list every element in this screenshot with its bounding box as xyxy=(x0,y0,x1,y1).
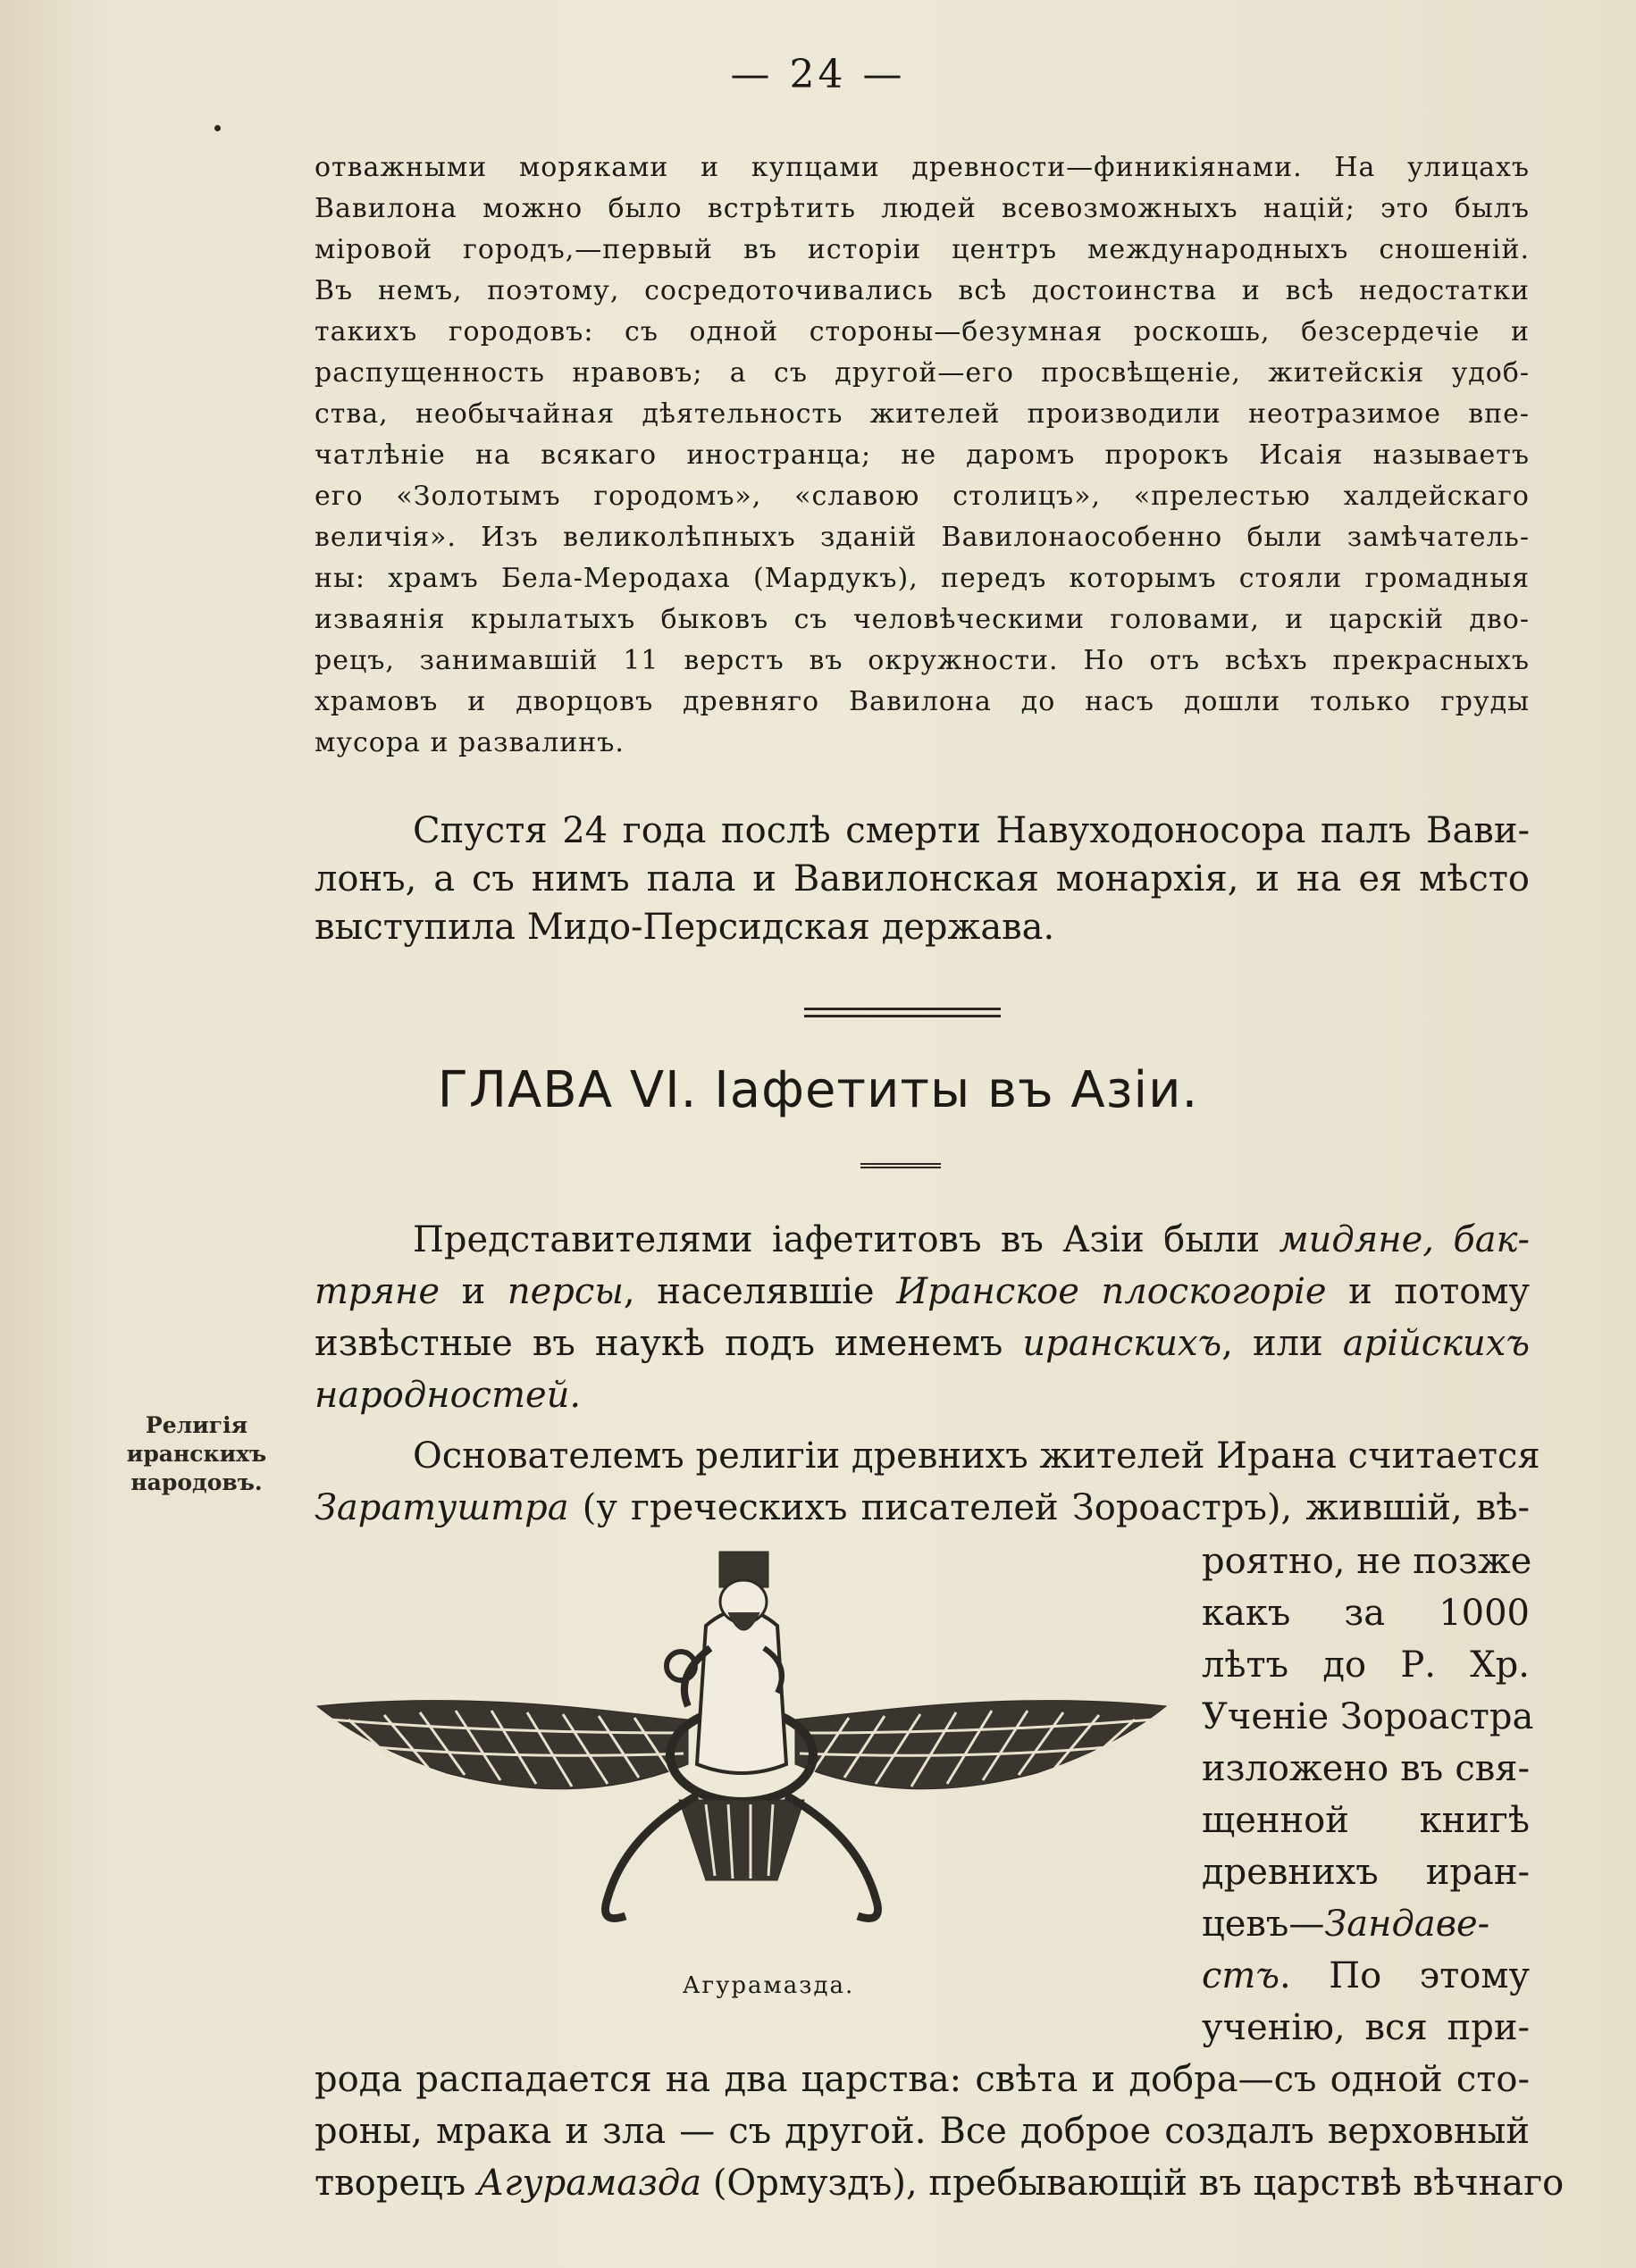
text-line xyxy=(1202,1904,1530,1945)
figure-caption: Агурамазда. xyxy=(682,1972,855,1999)
text-line: выступила Мидо-Персидская держава. xyxy=(315,907,1055,948)
text-line: Ученiе Зороастра xyxy=(1202,1696,1534,1737)
text-line xyxy=(1202,1955,1530,1996)
short-rule-divider xyxy=(860,1163,941,1168)
text-run: творецъ xyxy=(315,2163,477,2204)
text-line xyxy=(315,2163,1565,2204)
text-line: какъ за 1000 xyxy=(1202,1593,1530,1634)
text-line: отважными моряками и купцами древности—финикiянами. На улицахъ xyxy=(315,152,1530,183)
italic-term: персы xyxy=(507,1271,624,1312)
margin-note-line: иранскихъ xyxy=(126,1441,267,1467)
text-line: рецъ, занимавшiй 11 верстъ въ окружности. Но отъ всѣхъ прекрасныхъ xyxy=(315,645,1530,676)
text-line: лонъ, а съ нимъ пала и Вавилонская монархiя, и на ея мѣсто xyxy=(315,858,1530,900)
text-line: лѣтъ до Р. Хр. xyxy=(1202,1645,1530,1686)
italic-term: Агурамазда xyxy=(476,2163,702,2204)
text-run: , или xyxy=(1221,1323,1343,1364)
text-line: роны, мрака и зла — съ другой. Все доброе создалъ верховный xyxy=(315,2111,1530,2152)
italic-term: стъ xyxy=(1202,1955,1279,1996)
text-run: (Ормуздъ), пребывающiй въ царствѣ вѣчнаго xyxy=(701,2163,1565,2204)
italic-term: Иранское плоскогорiе xyxy=(896,1271,1327,1312)
italic-term: тряне xyxy=(315,1271,440,1312)
text-line: распущенность нравовъ; а съ другой—его просвѣщенiе, житейскiя удоб- xyxy=(315,357,1530,389)
text-line: Въ немъ, поэтому, сосредоточивались всѣ достоинства и всѣ недостатки xyxy=(315,275,1530,306)
chapter-heading: ГЛАВА VI. Iафетиты въ Азiи. xyxy=(437,1061,1199,1119)
text-run: . По этому xyxy=(1279,1955,1530,1996)
italic-term: Заратуштра xyxy=(315,1487,569,1528)
margin-note-line: народовъ. xyxy=(130,1469,263,1495)
text-line: изложено въ свя- xyxy=(1202,1748,1530,1789)
text-line: роятно, не позже xyxy=(1202,1541,1532,1582)
text-line: щенной книгѣ xyxy=(1202,1800,1530,1841)
text-line: Вавилона можно было встрѣтить людей всевозможныхъ нацiй; это былъ xyxy=(315,193,1530,224)
text-run: , населявшiе xyxy=(623,1271,897,1312)
text-run: и потому xyxy=(1326,1271,1530,1312)
double-rule-divider xyxy=(804,1008,1001,1017)
margin-note-line: Религiя xyxy=(145,1412,248,1438)
text-run: (у греческихъ писателей Зороастръ), жившiй, вѣ- xyxy=(568,1487,1530,1528)
text-line: древнихъ иран- xyxy=(1202,1852,1530,1893)
text-line xyxy=(315,1487,1530,1528)
text-line: мiровой городъ,—первый въ исторiи центръ международныхъ сношенiй. xyxy=(315,234,1530,265)
italic-term: мидяне, бак- xyxy=(1279,1219,1531,1260)
ink-speck xyxy=(214,125,221,131)
text-line: такихъ городовъ: съ одной стороны—безумная роскошь, безсердечiе и xyxy=(315,316,1530,347)
text-line: величiя». Изъ великолѣпныхъ зданiй Вавилонаособенно были замѣчатель- xyxy=(315,522,1530,553)
text-line: его «Золотымъ городомъ», «славою столицъ», «прелестью халдейскаго xyxy=(315,481,1530,512)
text-line: чатлѣнiе на всякаго иностранца; не даромъ пророкъ Исаiя называетъ xyxy=(315,439,1530,471)
text-line xyxy=(315,1219,1531,1260)
italic-term: арiйскихъ xyxy=(1342,1323,1531,1364)
text-line xyxy=(315,1271,1530,1312)
margin-note xyxy=(107,1411,286,1497)
text-line: ны: храмъ Бела-Меродаха (Мардукъ), передъ которымъ стояли громадныя xyxy=(315,563,1530,594)
italic-term: народностей. xyxy=(315,1375,582,1416)
text-line: изваянiя крылатыхъ быковъ съ человѣческими головами, и царскiй дво- xyxy=(315,604,1530,635)
text-line xyxy=(315,1375,1530,1416)
text-line xyxy=(315,1323,1531,1364)
page-number: — 24 — xyxy=(730,52,906,97)
text-line: Основателемъ религiи древнихъ жителей Ирана считается xyxy=(413,1435,1540,1477)
italic-term: иранскихъ xyxy=(1022,1323,1222,1364)
text-run: Представителями iафетитовъ въ Азiи были xyxy=(413,1219,1279,1260)
text-line: ства, необычайная дѣятельность жителей производили неотразимое впе- xyxy=(315,398,1530,430)
text-line: Спустя 24 года послѣ смерти Навуходоносора палъ Вави- xyxy=(413,810,1530,851)
text-line: храмовъ и дворцовъ древняго Вавилона до насъ дошли только груды xyxy=(315,686,1530,717)
ahura-mazda-illustration xyxy=(313,1541,1170,2014)
text-run: цевъ— xyxy=(1202,1904,1325,1945)
text-run: извѣстные въ наукѣ подъ именемъ xyxy=(315,1323,1023,1364)
text-line: рода распадается на два царства: свѣта и добра—съ одной сто- xyxy=(315,2059,1530,2100)
text-line: мусора и развалинъ. xyxy=(315,727,625,758)
text-line: ученiю, вся при- xyxy=(1202,2007,1530,2048)
text-run: и xyxy=(440,1271,508,1312)
italic-term: Зандаве- xyxy=(1324,1904,1490,1945)
